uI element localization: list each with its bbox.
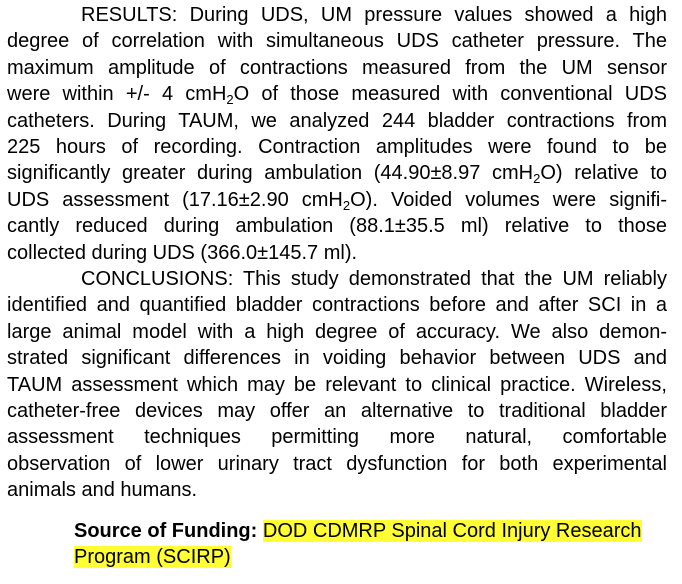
results-line: UDS assessment (17.16±2.90 cmH$_2$O). Voided volumes were signifi- — [7, 188, 667, 213]
conclusions-line: observation of lower urinary tract dysfunction for both experimental — [7, 452, 667, 475]
conclusions-line: large animal model with a high degree of accuracy. We also demon- — [7, 320, 667, 343]
results-line: maximum amplitude of contractions measured from the UM sensor — [7, 56, 667, 79]
results-line: cantly reduced during ambulation (88.1±35.5 ml) relative to those — [7, 215, 667, 238]
results-line: degree of correlation with simultaneous UDS catheter pressure. The — [7, 30, 667, 53]
results-line: were within +/- 4 cmH$_2$O of those measured with conventional UDS — [7, 83, 667, 108]
funding-highlight-line-1: DOD CDMRP Spinal Cord Injury Research — [262, 520, 642, 542]
conclusions-line: CONCLUSIONS: This study demonstrated that the UM reliably — [81, 268, 667, 290]
funding-label: Source of Funding: — [74, 520, 258, 542]
conclusions-line: animals and humans. — [7, 479, 198, 502]
conclusions-line: catheter-free devices may offer an alternative to traditional bladder — [7, 400, 667, 423]
conclusions-line: strated significant differences in voiding behavior between UDS and — [7, 347, 667, 370]
conclusions-line: TAUM assessment which may be relevant to clinical practice. Wireless, — [7, 373, 667, 396]
funding-highlight-line-2: Program (SCIRP) — [74, 546, 231, 568]
conclusions-line: assessment techniques permitting more natural, comfortable — [7, 426, 667, 449]
results-line: 225 hours of recording. Contraction amplitudes were found to be — [7, 136, 667, 159]
conclusions-line: identified and quantified bladder contractions before and after SCI in a — [7, 294, 667, 317]
results-paragraph — [7, 2, 667, 266]
funding-statement — [74, 518, 664, 570]
results-line: collected during UDS (366.0±145.7 ml). — [7, 241, 358, 264]
conclusions-paragraph — [7, 266, 667, 504]
results-line: catheters. During TAUM, we analyzed 244 bladder contractions from — [7, 109, 667, 132]
results-line: RESULTS: During UDS, UM pressure values showed a high — [81, 4, 667, 26]
results-line: significantly greater during ambulation (44.90±8.97 cmH$_2$O) relative to — [7, 162, 667, 187]
